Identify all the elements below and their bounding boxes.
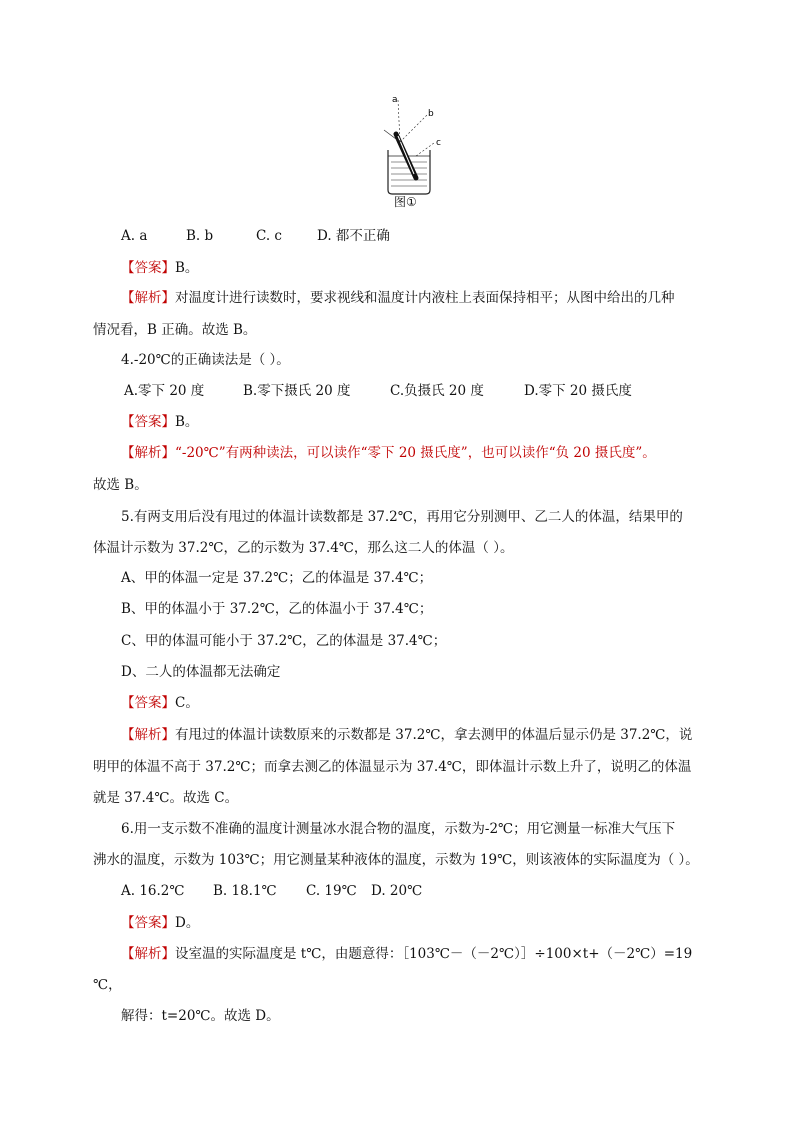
answer-tag: 【答案】	[121, 414, 175, 430]
q6-option-b: B. 18.1℃	[213, 883, 277, 899]
q3-option-a: A. a	[121, 228, 148, 244]
q6-stem-line2: 沸水的温度，示数为 103℃；用它测量某种液体的温度，示数为 19℃，则该液体的实际温度为（ ）。	[93, 852, 699, 868]
q4-analysis-cont: 故选 B。	[93, 477, 148, 493]
answer-value: D。	[175, 915, 200, 931]
q4-option-b: B.零下摄氏 20 度	[243, 383, 351, 399]
answer-tag: 【答案】	[121, 695, 175, 711]
analysis-tag: 【解析】	[121, 445, 175, 461]
q5-analysis	[121, 725, 794, 745]
label-a: a	[392, 95, 398, 105]
analysis-tag: 【解析】	[121, 946, 175, 962]
q6-analysis-cont: ℃，	[93, 977, 122, 993]
q6-analysis	[121, 944, 794, 964]
q3-answer	[121, 258, 794, 278]
q3-option-d: D. 都不正确	[317, 228, 390, 244]
q6-solution: 解得：t=20℃。故选 D。	[121, 1008, 280, 1024]
q5-answer	[121, 693, 794, 713]
q4-option-a: A.零下 20 度	[124, 383, 205, 399]
label-c: c	[436, 138, 441, 148]
q5-stem-line1: 5.有两支用后没有甩过的体温计读数都是 37.2℃，再用它分别测甲、乙二人的体温，结果甲的	[121, 509, 683, 525]
q5-option-b: B、甲的体温小于 37.2℃，乙的体温小于 37.4℃；	[121, 601, 433, 617]
q3-option-b: B. b	[186, 228, 214, 244]
q5-option-a: A、甲的体温一定是 37.2℃；乙的体温是 37.4℃；	[121, 570, 433, 586]
answer-tag: 【答案】	[121, 260, 175, 276]
q5-analysis-line3: 就是 37.4℃。故选 C。	[93, 790, 239, 806]
q5-option-c: C、甲的体温可能小于 37.2℃，乙的体温是 37.4℃；	[121, 633, 447, 649]
analysis-text: 有甩过的体温计读数原来的示数都是 37.2℃，拿去测甲的体温后显示仍是 37.2℃，说	[175, 727, 693, 743]
q6-option-d: D. 20℃	[371, 883, 423, 899]
analysis-text: “-20℃”有两种读法，可以读作“零下 20 摄氏度”，也可以读作“负 20 摄氏度”。	[175, 445, 656, 461]
q5-analysis-line2: 明甲的体温不高于 37.2℃；而拿去测乙的体温显示为 37.4℃，即体温计示数上升了，说明乙的体温	[93, 759, 692, 775]
analysis-tag: 【解析】	[121, 290, 175, 306]
analysis-tag: 【解析】	[121, 727, 175, 743]
q5-option-d: D、二人的体温都无法确定	[121, 664, 281, 680]
answer-value: C。	[175, 695, 199, 711]
q3-option-c: C. c	[256, 228, 282, 244]
q6-option-a: A. 16.2℃	[121, 883, 185, 899]
q4-answer	[121, 412, 794, 432]
q4-stem: 4.-20℃的正确读法是（ ）。	[121, 352, 290, 368]
q4-option-c: C.负摄氏 20 度	[390, 383, 484, 399]
analysis-text: 设室温的实际温度是 t℃，由题意得：［103℃－（－2℃）］÷100×t+（－2℃）=19	[175, 946, 693, 962]
answer-value: B。	[175, 414, 199, 430]
figure-caption: 图①	[394, 195, 417, 209]
q5-stem-line2: 体温计示数为 37.2℃，乙的示数为 37.4℃，那么这二人的体温（ ）。	[93, 540, 514, 556]
thermometer-figure	[376, 90, 446, 210]
q6-stem-line1: 6.用一支示数不准确的温度计测量冰水混合物的温度，示数为-2℃；用它测量一标准大气压下	[121, 821, 676, 837]
q6-option-c: C. 19℃	[306, 883, 357, 899]
label-b: b	[428, 109, 434, 119]
q4-analysis	[121, 443, 794, 463]
answer-value: B。	[175, 260, 199, 276]
answer-tag: 【答案】	[121, 915, 175, 931]
q4-option-d: D.零下 20 摄氏度	[524, 383, 632, 399]
analysis-text: 对温度计进行读数时，要求视线和温度计内液柱上表面保持相平；从图中给出的几种	[175, 290, 675, 306]
q3-analysis	[121, 288, 794, 308]
q6-answer	[121, 913, 794, 933]
q3-analysis-cont: 情况看，B 正确。故选 B。	[93, 322, 257, 338]
